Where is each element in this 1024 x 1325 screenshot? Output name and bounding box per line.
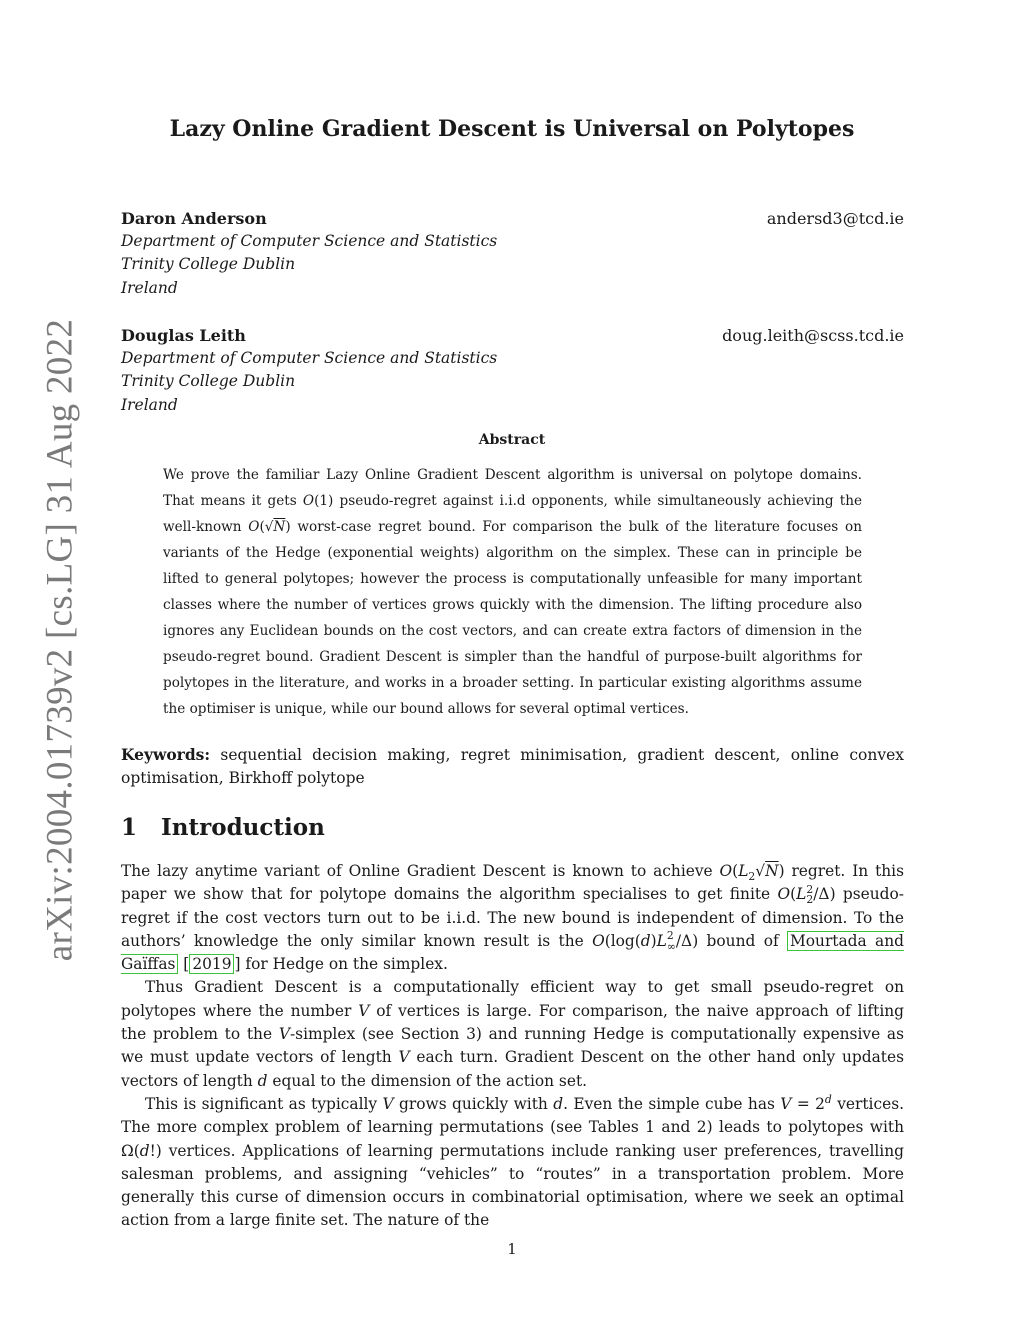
paragraph: The lazy anytime variant of Online Gradient Descent is known to achieve $O(L_2√N)$ regret. In this paper we show that for polytope domains the algorithm specialises to get finite O(L2 2/Δ) pseudo-regret if the cost vectors turn out to be i.i.d. The new bound is independent of dimension. To the authors’ knowledge the only similar known result is the O(log(d)L2 ∞/Δ) bound of Mourtada and Gaïffas [ 2019 ] for Hedge on the simplex. — [121, 862, 904, 974]
arxiv-identifier: arXiv:2004.01739v2 [cs.LG] 31 Aug 2022 — [39, 318, 81, 962]
section-heading — [121, 814, 325, 841]
author-block-2 — [121, 324, 904, 417]
author-department: Department of Computer Science and Statistics — [121, 232, 498, 250]
author-department: Department of Computer Science and Statistics — [121, 349, 498, 367]
author-country: Ireland — [121, 395, 178, 414]
citation-link[interactable]: Mourtada and Gaïffas — [121, 931, 904, 974]
keywords — [121, 743, 904, 790]
author-block-1 — [121, 207, 904, 300]
author-name: Douglas Leith — [121, 326, 246, 345]
keywords-text: sequential decision making, regret minimisation, gradient descent, online convex optimisation, Birkhoff polytope — [121, 746, 904, 787]
author-institution: Trinity College Dublin — [121, 372, 296, 391]
page-number: 1 — [507, 1240, 517, 1258]
author-email[interactable]: doug.leith@scss.tcd.ie — [722, 326, 904, 345]
paragraph: This is significant as typically V grows quickly with d. Even the simple cube has $V = 2^d$ vertices. The more complex problem of learning permutations (see Tables 1 and 2) leads to polytopes with Ω(d!) vertices. Applications of learning permutations include ranking user preferences, travelling salesman problems, and assigning “vehicles” to “routes” in a transportation problem. More generally this curse of dimension occurs in combinatorial optimisation, where we seek an optimal action from a large finite set. The nature of the — [121, 1092, 904, 1230]
author-email[interactable]: andersd3@tcd.ie — [766, 209, 904, 228]
abstract-heading: Abstract — [478, 432, 546, 448]
paragraph: Thus Gradient Descent is a computationally efficient way to get small pseudo-regret on polytopes where the number V of vertices is large. For comparison, the naive approach of lifting the problem to the V-simplex (see Section 3) and running Hedge is computationally expensive as we must update vectors of length V each turn. Gradient Descent on the other hand only updates vectors of length d equal to the dimension of the action set. — [121, 978, 905, 1090]
section-number: 1 — [121, 814, 138, 841]
citation-year-link[interactable]: 2019 — [189, 954, 234, 974]
author-institution: Trinity College Dublin — [121, 255, 296, 274]
paper-title: Lazy Online Gradient Descent is Universal on Polytopes — [169, 116, 855, 142]
author-country: Ireland — [121, 278, 178, 297]
keywords-label: Keywords: — [121, 745, 211, 764]
abstract-body: We prove the familiar Lazy Online Gradient Descent algorithm is universal on polytope domains. That means it gets O(1) pseudo-regret against i.i.d opponents, while simultaneously achieving the well-known O(√N) worst-case regret bound. For comparison the bulk of the literature focuses on variants of the Hedge (exponential weights) algorithm on the simplex. These can in principle be lifted to general polytopes; however the process is computationally unfeasible for many important classes where the number of vertices grows quickly with the dimension. The lifting procedure also ignores any Euclidean bounds on the cost vectors, and can create extra factors of dimension in the pseudo-regret bound. Gradient Descent is simpler than the handful of purpose-built algorithms for polytopes in the literature, and works in a broader setting. In particular existing algorithms assume the optimiser is unique, while our bound allows for several optimal vertices. — [163, 467, 862, 717]
author-name: Daron Anderson — [121, 209, 267, 228]
introduction-body — [121, 860, 904, 1233]
section-title: Introduction — [161, 814, 325, 841]
